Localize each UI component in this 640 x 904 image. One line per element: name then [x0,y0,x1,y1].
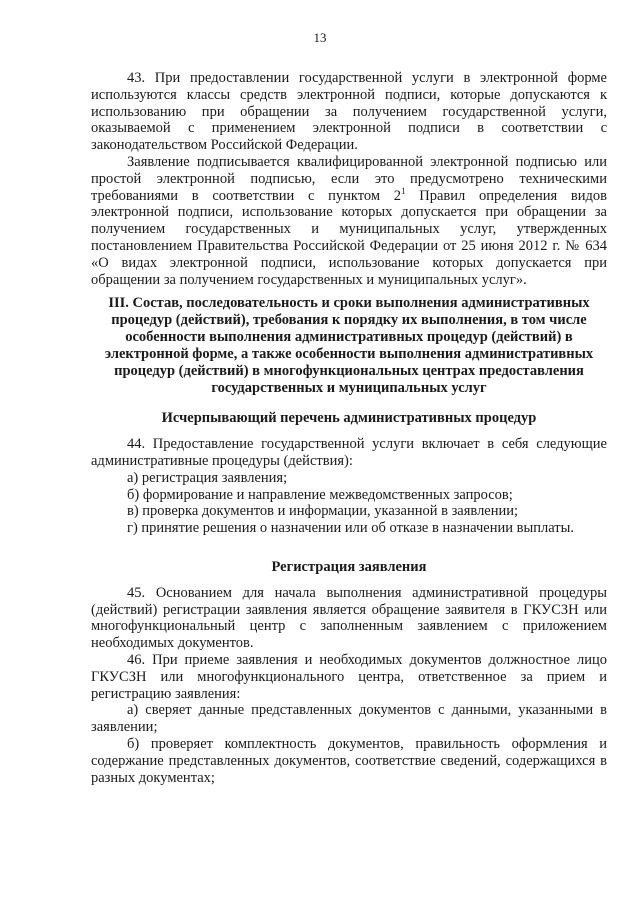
clause-43-paragraph: 43. При предоставлении государственной услуги в электронной форме используются классы средств электронной подписи, которые допускаются к использованию при обращении за получением государственной услуги, оказываемой с применением электронной подписи в соответствии с законодательством Российской Федерации. [91,70,607,154]
exhaustive-list-heading: Исчерпывающий перечень административных процедур [161,410,537,427]
clause-45-paragraph: 45. Основанием для начала выполнения административной процедуры (действий) регистрации заявления является обращение заявителя в ГКУСЗН или многофункциональный центр с заполненным заявлением с приложением необходимых документов. [91,584,607,652]
page-number: 13 [313,30,327,45]
procedure-item: в) проверка документов и информации, указанной в заявлении; [127,503,519,520]
section-3-title: III. Состав, последовательность и сроки выполнения административных процедур (действий), требования к порядку их выполнения, в том числе особенности выполнения административных процедур (действий) в электронной форме, а также особенности выполнения административных процедур (действий) в многофункциональных центрах предоставления государственных и муниципальных услуг [104,295,594,397]
clause-46-paragraph: 46. При приеме заявления и необходимых документов должностное лицо ГКУСЗН или многофункционального центра, ответственное за прием и регистрацию заявления: [91,651,607,702]
procedure-item: а) регистрация заявления; [127,469,288,486]
clause-43-text-end: Правил определения видов электронной подписи, использование которых допускается при обращении за получением государственных и муниципальных услуг, утвержденных постановлением Правительства Российской Федерации от 25 июня 2012 г. № 634 «О видах электронной подписи, использование которых допускается при обращении за получением государственных и муниципальных услуг». [91,187,607,288]
clause-44-intro: 44. Предоставление государственной услуги включает в себя следующие административные процедуры (действия): [91,436,607,469]
registration-heading: Регистрация заявления [271,558,427,575]
footnote-superscript: 1 [401,185,406,196]
procedure-item: б) формирование и направление межведомственных запросов; [127,486,513,503]
clause-43-signature-paragraph [91,154,607,288]
registration-item: а) сверяет данные представленных документов с данными, указанными в заявлении; [91,702,607,736]
clause-43-text-start: Заявление подписывается квалифицированной электронной подписью или простой электронной подписью, если это предусмотрено техническими требованиями в соответствии с пунктом 2 [91,153,607,204]
procedure-item: г) принятие решения о назначении или об отказе в назначении выплаты. [127,520,574,537]
registration-item: б) проверяет комплектность документов, правильность оформления и содержание представленных документов, соответствие сведений, содержащихся в разных документах; [91,735,607,786]
document-body [91,70,607,786]
